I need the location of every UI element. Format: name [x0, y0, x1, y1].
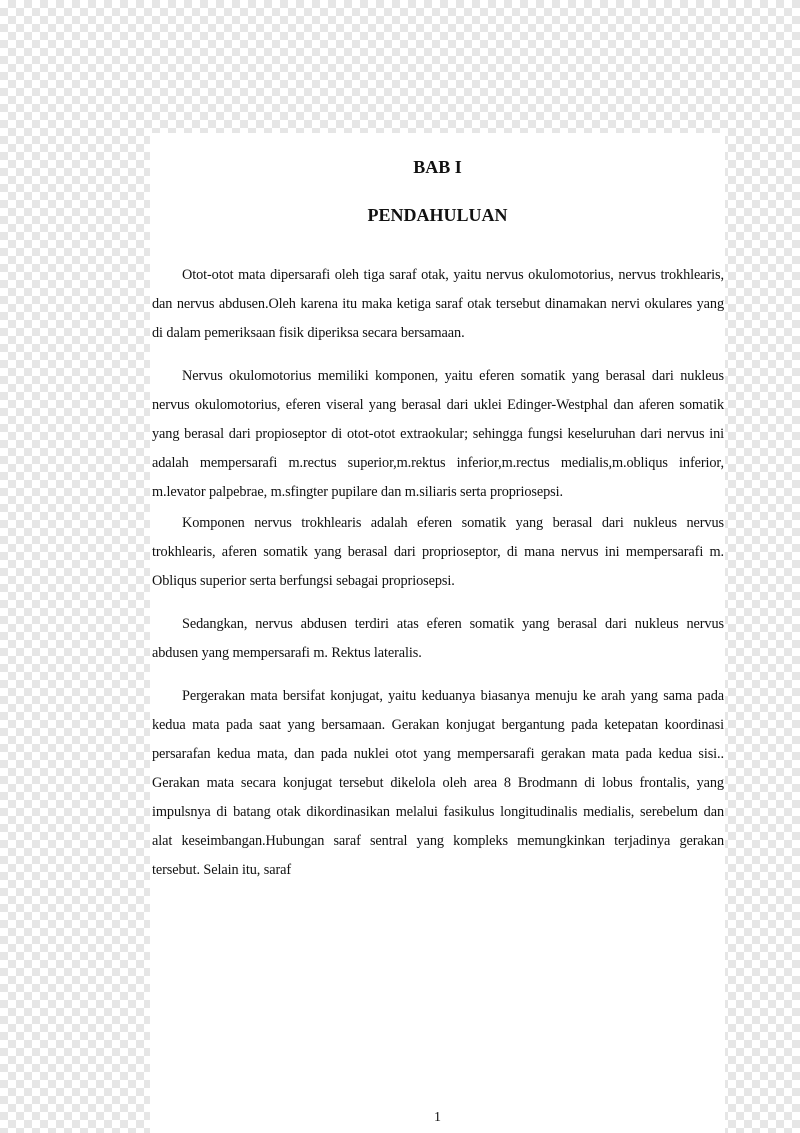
paragraph-trokhlearis: Komponen nervus trokhlearis adalah eferen somatik yang berasal dari nukleus nervus trokhlearis, aferen somatik yang berasal dari proprioseptor, di mana nervus ini mempersarafi m. Obliqus superior serta berfungsi sebagai propriosepsi.	[152, 515, 724, 589]
document-page	[150, 133, 725, 1133]
paragraph-okulomotorius: Nervus okulomotorius memiliki komponen, yaitu eferen somatik yang berasal dari nukleus nervus okulomotorius, eferen viseral yang berasal dari uklei Edinger-Westphal dan aferen somatik yang berasal dari propioseptor di otot-otot extraokular; sehingga fungsi keseluruhan dari nervus ini adalah mempersarafi m.rectus superior,m.rektus inferior,m.rectus medialis,m.obliqus inferior, m.levator palpebrae, m.sfingter pupilare dan m.siliaris serta propriosepsi.	[152, 368, 724, 500]
paragraph-intro: Otot-otot mata dipersarafi oleh tiga saraf otak, yaitu nervus okulomotorius, nervus trokhlearis, dan nervus abdusen.Oleh karena itu maka ketiga saraf otak tersebut dinamakan nervi okulares yang di dalam pemeriksaan fisik diperiksa secara bersamaan.	[152, 267, 724, 341]
paragraph-abdusen: Sedangkan, nervus abdusen terdiri atas eferen somatik yang berasal dari nukleus nervus abdusen yang mempersarafi m. Rektus lateralis.	[152, 616, 724, 661]
chapter-title: PENDAHULUAN	[367, 205, 508, 225]
body-text	[152, 261, 724, 899]
page-number: 1	[434, 1110, 441, 1125]
chapter-number: BAB I	[413, 157, 462, 177]
paragraph-pergerakan: Pergerakan mata bersifat konjugat, yaitu keduanya biasanya menuju ke arah yang sama pada kedua mata pada saat yang bersamaan. Gerakan konjugat bergantung pada ketepatan koordinasi persarafan kedua mata, dan pada nuklei otot yang mempersarafi gerakan mata pada kedua sisi.. Gerakan mata secara konjugat tersebut dikelola oleh area 8 Brodmann di lobus frontalis, yang impulsnya di batang otak dikordinasikan melalui fasikulus longitudinalis medialis, serebelum dan alat keseimbangan.Hubungan saraf sentral yang kompleks memungkinkan terjadinya gerakan tersebut. Selain itu, saraf	[152, 688, 724, 878]
